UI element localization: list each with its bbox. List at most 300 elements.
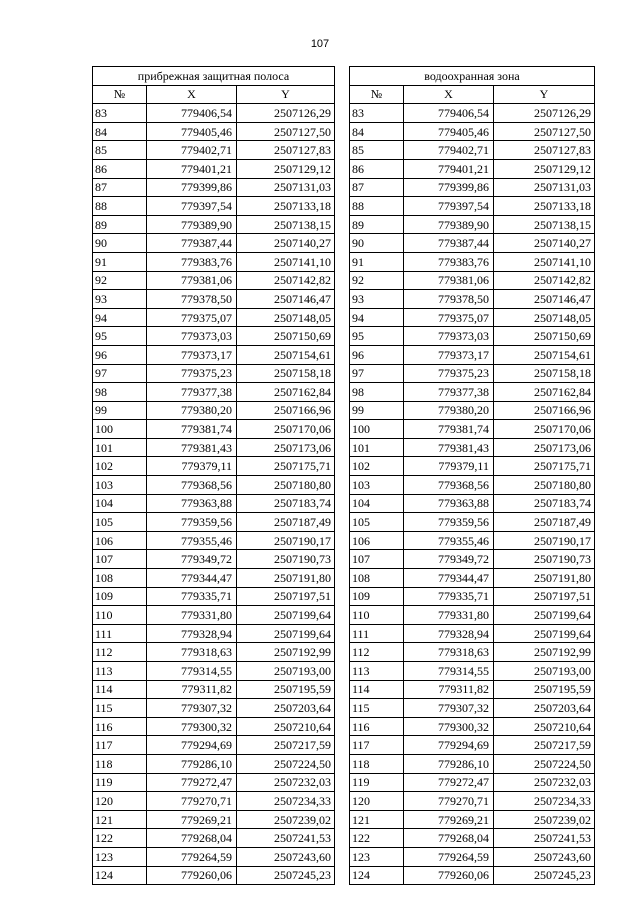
point-number-cell: 110 (349, 606, 403, 625)
x-coordinate-cell: 779375,23 (147, 364, 237, 383)
x-coordinate-cell: 779381,74 (147, 420, 237, 439)
table-row (349, 308, 594, 327)
table-row (93, 308, 335, 327)
point-number-cell: 105 (349, 513, 403, 532)
table-row (349, 829, 594, 848)
x-coordinate-cell: 779264,59 (403, 847, 493, 866)
table-row (93, 383, 335, 402)
x-coordinate-cell: 779373,03 (403, 327, 493, 346)
x-coordinate-cell: 779375,07 (403, 308, 493, 327)
x-coordinate-cell: 779307,32 (403, 699, 493, 718)
x-coordinate-cell: 779387,44 (403, 234, 493, 253)
water-protection-zone-table (349, 66, 595, 885)
y-coordinate-cell: 2507239,02 (493, 810, 594, 829)
table-row (349, 643, 594, 662)
point-number-cell: 90 (93, 234, 147, 253)
x-coordinate-cell: 779359,56 (403, 513, 493, 532)
y-coordinate-cell: 2507175,71 (493, 457, 594, 476)
table-row (349, 420, 594, 439)
y-coordinate-cell: 2507199,64 (493, 606, 594, 625)
y-coordinate-cell: 2507138,15 (237, 215, 335, 234)
x-coordinate-cell: 779363,88 (403, 494, 493, 513)
table-row (349, 271, 594, 290)
column-header-x: X (403, 85, 493, 104)
point-number-cell: 114 (349, 680, 403, 699)
x-coordinate-cell: 779344,47 (147, 569, 237, 588)
point-number-cell: 112 (349, 643, 403, 662)
y-coordinate-cell: 2507129,12 (237, 159, 335, 178)
table-row (93, 792, 335, 811)
x-coordinate-cell: 779314,55 (403, 662, 493, 681)
point-number-cell: 117 (93, 736, 147, 755)
table-row (93, 569, 335, 588)
point-number-cell: 97 (349, 364, 403, 383)
column-header-x: X (147, 85, 237, 104)
table-row (349, 531, 594, 550)
x-coordinate-cell: 779383,76 (403, 252, 493, 271)
x-coordinate-cell: 779397,54 (403, 197, 493, 216)
y-coordinate-cell: 2507126,29 (493, 104, 594, 123)
table-row (349, 866, 594, 885)
point-number-cell: 88 (93, 197, 147, 216)
y-coordinate-cell: 2507197,51 (237, 587, 335, 606)
table-row (93, 476, 335, 495)
point-number-cell: 88 (349, 197, 403, 216)
table-row (93, 773, 335, 792)
point-number-cell: 103 (349, 476, 403, 495)
point-number-cell: 98 (349, 383, 403, 402)
x-coordinate-cell: 779307,32 (147, 699, 237, 718)
x-coordinate-cell: 779381,06 (403, 271, 493, 290)
x-coordinate-cell: 779381,06 (147, 271, 237, 290)
table-row (93, 252, 335, 271)
point-number-cell: 103 (93, 476, 147, 495)
table-row (93, 234, 335, 253)
point-number-cell: 102 (93, 457, 147, 476)
y-coordinate-cell: 2507142,82 (237, 271, 335, 290)
y-coordinate-cell: 2507158,18 (237, 364, 335, 383)
x-coordinate-cell: 779355,46 (147, 531, 237, 550)
point-number-cell: 120 (349, 792, 403, 811)
table-row (93, 271, 335, 290)
y-coordinate-cell: 2507243,60 (237, 847, 335, 866)
table-row (349, 364, 594, 383)
table-row (349, 197, 594, 216)
table-row (349, 234, 594, 253)
point-number-cell: 123 (93, 847, 147, 866)
table-row (93, 513, 335, 532)
table-row (93, 662, 335, 681)
x-coordinate-cell: 779328,94 (147, 624, 237, 643)
coastal-protective-strip-table (92, 66, 335, 885)
y-coordinate-cell: 2507192,99 (493, 643, 594, 662)
x-coordinate-cell: 779405,46 (147, 122, 237, 141)
y-coordinate-cell: 2507140,27 (493, 234, 594, 253)
y-coordinate-cell: 2507217,59 (237, 736, 335, 755)
point-number-cell: 115 (93, 699, 147, 718)
x-coordinate-cell: 779378,50 (403, 290, 493, 309)
y-coordinate-cell: 2507133,18 (493, 197, 594, 216)
point-number-cell: 91 (349, 252, 403, 271)
x-coordinate-cell: 779359,56 (147, 513, 237, 532)
x-coordinate-cell: 779311,82 (403, 680, 493, 699)
x-coordinate-cell: 779294,69 (403, 736, 493, 755)
table-row (93, 531, 335, 550)
x-coordinate-cell: 779399,86 (147, 178, 237, 197)
y-coordinate-cell: 2507241,53 (493, 829, 594, 848)
point-number-cell: 117 (349, 736, 403, 755)
y-coordinate-cell: 2507141,10 (493, 252, 594, 271)
x-coordinate-cell: 779402,71 (147, 141, 237, 160)
y-coordinate-cell: 2507217,59 (493, 736, 594, 755)
point-number-cell: 122 (349, 829, 403, 848)
point-number-cell: 97 (93, 364, 147, 383)
y-coordinate-cell: 2507131,03 (493, 178, 594, 197)
point-number-cell: 122 (93, 829, 147, 848)
y-coordinate-cell: 2507195,59 (237, 680, 335, 699)
table-row (93, 829, 335, 848)
y-coordinate-cell: 2507166,96 (237, 401, 335, 420)
y-coordinate-cell: 2507127,50 (493, 122, 594, 141)
table-row (93, 457, 335, 476)
x-coordinate-cell: 779399,86 (403, 178, 493, 197)
y-coordinate-cell: 2507183,74 (493, 494, 594, 513)
x-coordinate-cell: 779314,55 (147, 662, 237, 681)
y-coordinate-cell: 2507195,59 (493, 680, 594, 699)
x-coordinate-cell: 779270,71 (147, 792, 237, 811)
y-coordinate-cell: 2507166,96 (493, 401, 594, 420)
column-header-y: Y (493, 85, 594, 104)
x-coordinate-cell: 779331,80 (403, 606, 493, 625)
y-coordinate-cell: 2507127,83 (493, 141, 594, 160)
table-row (93, 699, 335, 718)
y-coordinate-cell: 2507127,83 (237, 141, 335, 160)
table-row (93, 866, 335, 885)
y-coordinate-cell: 2507126,29 (237, 104, 335, 123)
y-coordinate-cell: 2507138,15 (493, 215, 594, 234)
x-coordinate-cell: 779373,17 (147, 345, 237, 364)
point-number-cell: 95 (349, 327, 403, 346)
y-coordinate-cell: 2507127,50 (237, 122, 335, 141)
point-number-cell: 119 (93, 773, 147, 792)
x-coordinate-cell: 779389,90 (403, 215, 493, 234)
point-number-cell: 108 (93, 569, 147, 588)
table-row (349, 736, 594, 755)
x-coordinate-cell: 779375,07 (147, 308, 237, 327)
y-coordinate-cell: 2507199,64 (237, 606, 335, 625)
x-coordinate-cell: 779406,54 (147, 104, 237, 123)
y-coordinate-cell: 2507239,02 (237, 810, 335, 829)
y-coordinate-cell: 2507180,80 (493, 476, 594, 495)
y-coordinate-cell: 2507162,84 (237, 383, 335, 402)
x-coordinate-cell: 779363,88 (147, 494, 237, 513)
y-coordinate-cell: 2507148,05 (493, 308, 594, 327)
point-number-cell: 83 (349, 104, 403, 123)
x-coordinate-cell: 779335,71 (403, 587, 493, 606)
x-coordinate-cell: 779405,46 (403, 122, 493, 141)
point-number-cell: 120 (93, 792, 147, 811)
table-row (349, 754, 594, 773)
x-coordinate-cell: 779335,71 (147, 587, 237, 606)
y-coordinate-cell: 2507148,05 (237, 308, 335, 327)
table-title: водоохранная зона (349, 67, 594, 86)
table-row (349, 104, 594, 123)
table-row (349, 513, 594, 532)
y-coordinate-cell: 2507199,64 (237, 624, 335, 643)
y-coordinate-cell: 2507197,51 (493, 587, 594, 606)
table-row (349, 680, 594, 699)
table-body (349, 104, 594, 885)
table-row (93, 401, 335, 420)
x-coordinate-cell: 779373,03 (147, 327, 237, 346)
point-number-cell: 111 (349, 624, 403, 643)
x-coordinate-cell: 779377,38 (147, 383, 237, 402)
x-coordinate-cell: 779311,82 (147, 680, 237, 699)
x-coordinate-cell: 779397,54 (147, 197, 237, 216)
y-coordinate-cell: 2507141,10 (237, 252, 335, 271)
point-number-cell: 111 (93, 624, 147, 643)
point-number-cell: 89 (93, 215, 147, 234)
table-row (349, 252, 594, 271)
table-row (349, 178, 594, 197)
point-number-cell: 107 (349, 550, 403, 569)
y-coordinate-cell: 2507243,60 (493, 847, 594, 866)
x-coordinate-cell: 779260,06 (403, 866, 493, 885)
x-coordinate-cell: 779264,59 (147, 847, 237, 866)
y-coordinate-cell: 2507131,03 (237, 178, 335, 197)
table-row (349, 662, 594, 681)
coordinate-tables (92, 66, 595, 883)
point-number-cell: 94 (93, 308, 147, 327)
point-number-cell: 89 (349, 215, 403, 234)
point-number-cell: 96 (93, 345, 147, 364)
y-coordinate-cell: 2507241,53 (237, 829, 335, 848)
table-row (93, 754, 335, 773)
table-row (93, 104, 335, 123)
point-number-cell: 108 (349, 569, 403, 588)
point-number-cell: 104 (349, 494, 403, 513)
point-number-cell: 116 (93, 717, 147, 736)
column-header-number: № (93, 85, 147, 104)
point-number-cell: 84 (349, 122, 403, 141)
table-row (93, 847, 335, 866)
y-coordinate-cell: 2507190,17 (237, 531, 335, 550)
x-coordinate-cell: 779286,10 (147, 754, 237, 773)
y-coordinate-cell: 2507154,61 (493, 345, 594, 364)
x-coordinate-cell: 779406,54 (403, 104, 493, 123)
table-row (93, 736, 335, 755)
point-number-cell: 95 (93, 327, 147, 346)
table-row (93, 141, 335, 160)
y-coordinate-cell: 2507191,80 (493, 569, 594, 588)
y-coordinate-cell: 2507180,80 (237, 476, 335, 495)
point-number-cell: 101 (349, 438, 403, 457)
table-row (93, 178, 335, 197)
column-header-y: Y (237, 85, 335, 104)
y-coordinate-cell: 2507199,64 (493, 624, 594, 643)
table-body (93, 104, 335, 885)
x-coordinate-cell: 779268,04 (147, 829, 237, 848)
column-header-number: № (349, 85, 403, 104)
point-number-cell: 112 (93, 643, 147, 662)
point-number-cell: 115 (349, 699, 403, 718)
x-coordinate-cell: 779272,47 (147, 773, 237, 792)
y-coordinate-cell: 2507232,03 (493, 773, 594, 792)
y-coordinate-cell: 2507224,50 (493, 754, 594, 773)
point-number-cell: 85 (93, 141, 147, 160)
y-coordinate-cell: 2507191,80 (237, 569, 335, 588)
point-number-cell: 87 (349, 178, 403, 197)
x-coordinate-cell: 779268,04 (403, 829, 493, 848)
y-coordinate-cell: 2507150,69 (493, 327, 594, 346)
point-number-cell: 124 (93, 866, 147, 885)
point-number-cell: 86 (349, 159, 403, 178)
point-number-cell: 100 (349, 420, 403, 439)
table-row (349, 401, 594, 420)
point-number-cell: 102 (349, 457, 403, 476)
y-coordinate-cell: 2507245,23 (237, 866, 335, 885)
point-number-cell: 106 (93, 531, 147, 550)
point-number-cell: 87 (93, 178, 147, 197)
y-coordinate-cell: 2507162,84 (493, 383, 594, 402)
table-row (349, 141, 594, 160)
x-coordinate-cell: 779379,11 (403, 457, 493, 476)
table-row (93, 680, 335, 699)
y-coordinate-cell: 2507173,06 (493, 438, 594, 457)
table-row (349, 327, 594, 346)
x-coordinate-cell: 779387,44 (147, 234, 237, 253)
y-coordinate-cell: 2507190,73 (493, 550, 594, 569)
point-number-cell: 85 (349, 141, 403, 160)
point-number-cell: 84 (93, 122, 147, 141)
point-number-cell: 123 (349, 847, 403, 866)
table-row (349, 122, 594, 141)
y-coordinate-cell: 2507210,64 (493, 717, 594, 736)
table-row (93, 364, 335, 383)
point-number-cell: 86 (93, 159, 147, 178)
y-coordinate-cell: 2507154,61 (237, 345, 335, 364)
y-coordinate-cell: 2507193,00 (237, 662, 335, 681)
table-row (93, 643, 335, 662)
table-row (93, 550, 335, 569)
table-row (93, 717, 335, 736)
x-coordinate-cell: 779378,50 (147, 290, 237, 309)
x-coordinate-cell: 779318,63 (147, 643, 237, 662)
point-number-cell: 93 (93, 290, 147, 309)
point-number-cell: 121 (93, 810, 147, 829)
point-number-cell: 83 (93, 104, 147, 123)
x-coordinate-cell: 779260,06 (147, 866, 237, 885)
x-coordinate-cell: 779272,47 (403, 773, 493, 792)
x-coordinate-cell: 779375,23 (403, 364, 493, 383)
x-coordinate-cell: 779401,21 (147, 159, 237, 178)
x-coordinate-cell: 779381,74 (403, 420, 493, 439)
x-coordinate-cell: 779368,56 (147, 476, 237, 495)
table-row (349, 215, 594, 234)
table-row (349, 159, 594, 178)
point-number-cell: 114 (93, 680, 147, 699)
y-coordinate-cell: 2507203,64 (493, 699, 594, 718)
point-number-cell: 119 (349, 773, 403, 792)
y-coordinate-cell: 2507193,00 (493, 662, 594, 681)
y-coordinate-cell: 2507190,73 (237, 550, 335, 569)
x-coordinate-cell: 779377,38 (403, 383, 493, 402)
y-coordinate-cell: 2507232,03 (237, 773, 335, 792)
point-number-cell: 113 (93, 662, 147, 681)
table-row (93, 438, 335, 457)
point-number-cell: 92 (349, 271, 403, 290)
x-coordinate-cell: 779380,20 (147, 401, 237, 420)
table-row (93, 197, 335, 216)
point-number-cell: 94 (349, 308, 403, 327)
x-coordinate-cell: 779328,94 (403, 624, 493, 643)
table-row (349, 383, 594, 402)
y-coordinate-cell: 2507192,99 (237, 643, 335, 662)
point-number-cell: 96 (349, 345, 403, 364)
y-coordinate-cell: 2507158,18 (493, 364, 594, 383)
point-number-cell: 99 (93, 401, 147, 420)
y-coordinate-cell: 2507170,06 (493, 420, 594, 439)
x-coordinate-cell: 779349,72 (147, 550, 237, 569)
table-row (349, 345, 594, 364)
y-coordinate-cell: 2507146,47 (493, 290, 594, 309)
table-row (349, 717, 594, 736)
table-title: прибрежная защитная полоса (93, 67, 335, 86)
point-number-cell: 98 (93, 383, 147, 402)
y-coordinate-cell: 2507234,33 (493, 792, 594, 811)
table-row (349, 847, 594, 866)
point-number-cell: 110 (93, 606, 147, 625)
x-coordinate-cell: 779383,76 (147, 252, 237, 271)
x-coordinate-cell: 779344,47 (403, 569, 493, 588)
table-row (93, 587, 335, 606)
x-coordinate-cell: 779379,11 (147, 457, 237, 476)
point-number-cell: 99 (349, 401, 403, 420)
y-coordinate-cell: 2507170,06 (237, 420, 335, 439)
y-coordinate-cell: 2507173,06 (237, 438, 335, 457)
point-number-cell: 124 (349, 866, 403, 885)
point-number-cell: 109 (349, 587, 403, 606)
point-number-cell: 107 (93, 550, 147, 569)
x-coordinate-cell: 779368,56 (403, 476, 493, 495)
point-number-cell: 101 (93, 438, 147, 457)
table-row (93, 420, 335, 439)
point-number-cell: 121 (349, 810, 403, 829)
page-number: 107 (310, 38, 330, 50)
x-coordinate-cell: 779349,72 (403, 550, 493, 569)
table-row (349, 438, 594, 457)
table-row (93, 327, 335, 346)
table-row (349, 476, 594, 495)
table-row (93, 122, 335, 141)
table-row (93, 345, 335, 364)
x-coordinate-cell: 779355,46 (403, 531, 493, 550)
y-coordinate-cell: 2507234,33 (237, 792, 335, 811)
point-number-cell: 109 (93, 587, 147, 606)
point-number-cell: 92 (93, 271, 147, 290)
x-coordinate-cell: 779269,21 (147, 810, 237, 829)
y-coordinate-cell: 2507210,64 (237, 717, 335, 736)
table-row (93, 624, 335, 643)
table-row (349, 810, 594, 829)
y-coordinate-cell: 2507175,71 (237, 457, 335, 476)
table-row (349, 457, 594, 476)
y-coordinate-cell: 2507140,27 (237, 234, 335, 253)
table-row (349, 587, 594, 606)
y-coordinate-cell: 2507187,49 (237, 513, 335, 532)
point-number-cell: 100 (93, 420, 147, 439)
point-number-cell: 93 (349, 290, 403, 309)
